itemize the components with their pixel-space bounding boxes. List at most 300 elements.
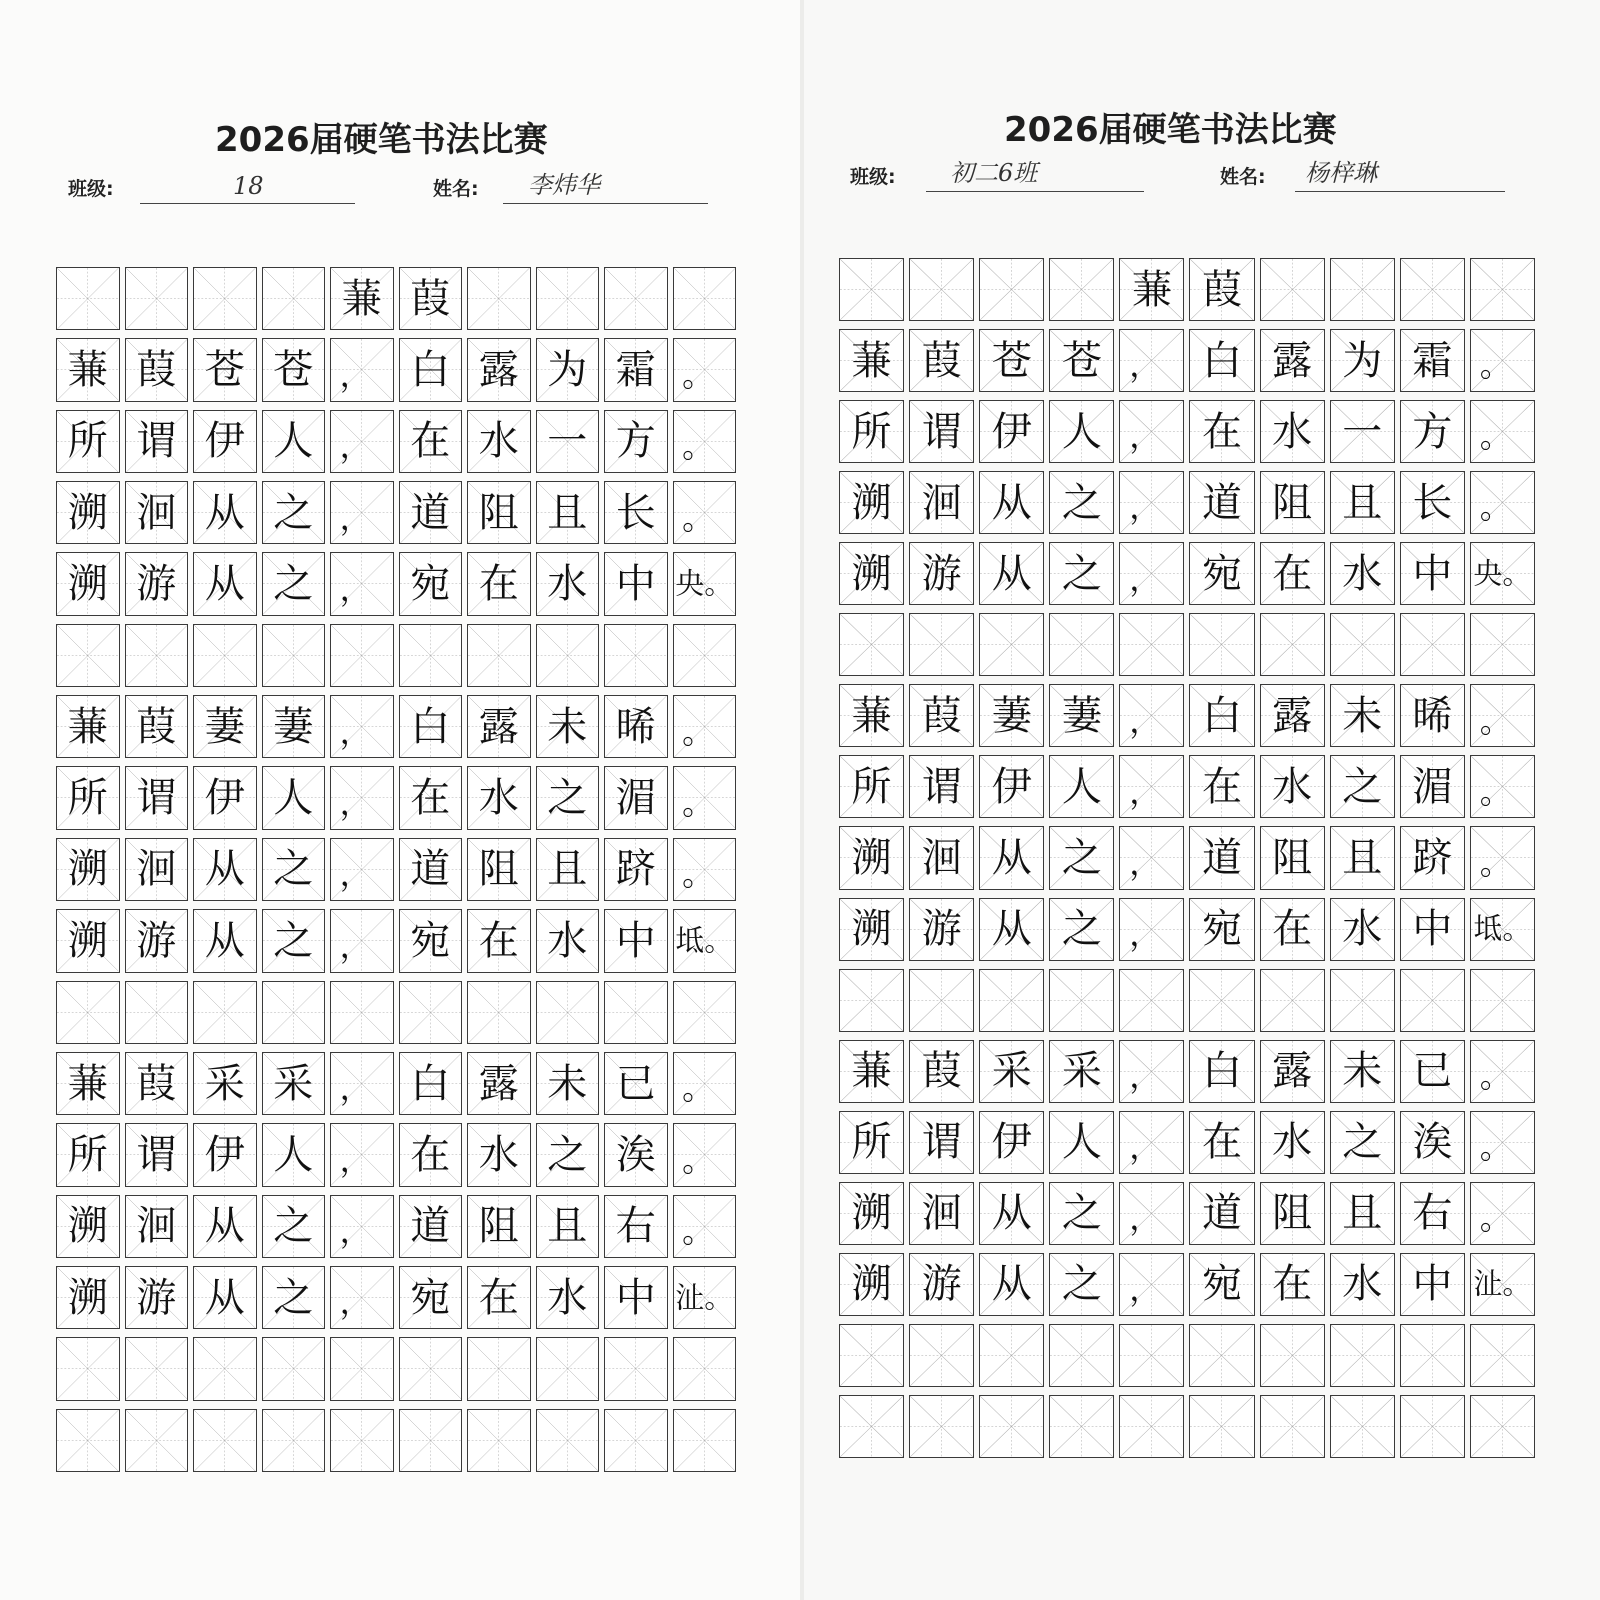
grid-character: 苍 [204,347,245,394]
grid-character: 之 [1061,479,1102,526]
grid-cell [673,1266,737,1329]
grid-character: 蒹 [851,692,892,739]
grid-character: 湄 [615,775,656,822]
grid-character: 霜 [615,347,656,394]
grid-cell [1119,400,1184,463]
grid-cell [1330,258,1395,321]
grid-cell [1330,755,1395,818]
grid-cell [979,1253,1044,1316]
grid-guide-lines [674,1338,736,1399]
grid-guide-lines [1401,259,1464,320]
grid-cell [399,624,463,687]
grid-cell [1119,258,1184,321]
grid-guide-lines [1120,1396,1183,1457]
grid-cell [1049,329,1114,392]
grid-cell [56,552,120,615]
grid-guide-lines [1401,970,1464,1031]
grid-cell [1260,755,1325,818]
grid-guide-lines [1050,1325,1113,1386]
grid-guide-lines [1331,1325,1394,1386]
grid-cell [839,542,904,605]
grid-guide-lines [1471,259,1534,320]
grid-character: 所 [67,1131,108,1178]
grid-character: 露 [478,703,519,750]
grid-cell [909,1040,974,1103]
grid-guide-lines [840,1325,903,1386]
grid-character: 之 [273,917,314,964]
grid-guide-lines [400,625,462,686]
grid-cell [604,410,668,473]
grid-guide-lines [910,1325,973,1386]
grid-cell [979,1040,1044,1103]
grid-guide-lines [1261,259,1324,320]
grid-cell [1330,613,1395,676]
grid-cell [604,695,668,758]
grid-character: 且 [547,489,588,536]
grid-character: 溯 [851,479,892,526]
grid-character: 人 [273,418,314,465]
grid-character: 之 [1342,1119,1383,1166]
grid-cell [1260,898,1325,961]
grid-guide-lines [126,268,188,329]
grid-cell [673,695,737,758]
grid-guide-lines [1120,970,1183,1031]
grid-cell [56,481,120,544]
grid-cell [1119,613,1184,676]
grid-guide-lines [57,268,119,329]
grid-character: 之 [1061,550,1102,597]
grid-cell [1330,542,1395,605]
grid-cell [1049,613,1114,676]
grid-guide-lines [1120,614,1183,675]
grid-cell [467,1052,531,1115]
grid-guide-lines [910,614,973,675]
grid-cell [839,400,904,463]
grid-cell [399,909,463,972]
grid-cell [536,1195,600,1258]
grid-punctuation: ， [1129,559,1162,598]
grid-cell [536,1337,600,1400]
grid-cell [399,481,463,544]
grid-character: 宛 [1202,1261,1243,1308]
grid-cell [330,766,394,829]
grid-guide-lines [1190,1325,1253,1386]
grid-cell [399,981,463,1044]
grid-character: 蒹 [851,337,892,384]
grid-punctuation: 。 [1479,1056,1512,1095]
grid-cell [1049,258,1114,321]
grid-punctuation: ， [1129,1270,1162,1309]
grid-guide-lines [910,259,973,320]
grid-guide-lines [537,1410,599,1471]
grid-cell [1470,1111,1535,1174]
grid-cell [1049,1395,1114,1458]
grid-punctuation: ， [1129,488,1162,527]
grid-cell [56,838,120,901]
grid-character: 萋 [991,692,1032,739]
grid-guide-lines [194,1410,256,1471]
grid-cell [330,1409,394,1472]
grid-character: 溯 [67,1203,108,1250]
grid-cell [1330,1111,1395,1174]
grid-punctuation: ， [339,1140,372,1179]
grid-cell [909,969,974,1032]
grid-character: 葭 [1202,266,1243,313]
grid-cell [839,684,904,747]
grid-cell [56,410,120,473]
grid-cell [262,1052,326,1115]
grid-cell [56,267,120,330]
grid-cell [1400,1040,1465,1103]
grid-punctuation: 。 [1479,1127,1512,1166]
grid-cell [909,684,974,747]
grid-cell [399,1409,463,1472]
grid-character: 葭 [136,1060,177,1107]
grid-character: 在 [478,1274,519,1321]
grid-cell [909,1182,974,1245]
grid-cell [1049,1324,1114,1387]
grid-cell [1049,684,1114,747]
grid-cell [1189,471,1254,534]
grid-guide-lines [1401,1396,1464,1457]
grid-character: 游 [921,906,962,953]
grid-cell [909,755,974,818]
grid-punctuation: ， [339,1283,372,1322]
grid-cell [839,1040,904,1103]
grid-cell [193,1409,257,1472]
grid-guide-lines [1331,1396,1394,1457]
name-value: 李炜华 [528,171,600,199]
grid-cell [909,1395,974,1458]
grid-guide-lines [840,259,903,320]
grid-cell [979,613,1044,676]
grid-cell [56,1195,120,1258]
grid-character: 水 [547,917,588,964]
grid-punctuation: ， [339,784,372,822]
grid-cell [467,1195,531,1258]
grid-guide-lines [57,1410,119,1471]
grid-guide-lines [468,625,530,686]
grid-character: 央。 [1473,556,1532,591]
grid-punctuation: ， [1129,843,1162,882]
class-label: 班级: [68,178,114,200]
grid-character: 晞 [615,703,656,750]
grid-character: 白 [410,1060,451,1107]
grid-cell [604,338,668,401]
grid-cell [1470,1395,1535,1458]
grid-character: 溯 [851,1261,892,1308]
grid-cell [1260,1395,1325,1458]
grid-guide-lines [980,259,1043,320]
grid-cell [979,329,1044,392]
grid-cell [604,1052,668,1115]
grid-guide-lines [1050,1396,1113,1457]
grid-cell [330,1337,394,1400]
grid-cell [1330,826,1395,889]
grid-cell [330,1123,394,1186]
grid-character: 在 [1272,550,1313,597]
grid-cell [673,838,737,901]
grid-cell [979,755,1044,818]
grid-character: 水 [478,1131,519,1178]
grid-character: 且 [547,1203,588,1250]
grid-cell [1400,1253,1465,1316]
grid-cell [399,695,463,758]
grid-cell [604,1123,668,1186]
grid-cell [262,1195,326,1258]
grid-guide-lines [605,1338,667,1399]
grid-punctuation: 。 [1479,1199,1512,1238]
grid-guide-lines [605,1410,667,1471]
grid-cell [330,624,394,687]
grid-cell [1049,1182,1114,1245]
class-field [850,158,1150,192]
grid-cell [839,898,904,961]
grid-punctuation: ， [1129,346,1162,385]
grid-cell [604,481,668,544]
grid-cell [839,329,904,392]
grid-cell [1189,542,1254,605]
grid-cell [536,766,600,829]
grid-cell [330,1052,394,1115]
grid-punctuation: ， [1129,417,1162,456]
grid-cell [1119,1395,1184,1458]
grid-cell [1260,258,1325,321]
grid-cell [536,909,600,972]
grid-punctuation: ， [1129,701,1162,740]
grid-character: 中 [615,561,656,608]
grid-cell [536,981,600,1044]
grid-character: 采 [204,1060,245,1107]
grid-character: 一 [1342,408,1383,455]
grid-cell [1330,1395,1395,1458]
grid-guide-lines [400,1338,462,1399]
grid-cell [125,1052,189,1115]
grid-character: 苍 [273,347,314,394]
grid-cell [1400,258,1465,321]
grid-character: 游 [921,550,962,597]
grid-punctuation: ， [1129,1127,1162,1166]
grid-character: 人 [1061,763,1102,810]
grid-cell [125,267,189,330]
grid-guide-lines [1261,614,1324,675]
grid-cell [536,410,600,473]
grid-cell [1189,1395,1254,1458]
grid-cell [604,1266,668,1329]
grid-cell [1470,542,1535,605]
grid-cell [56,1266,120,1329]
grid-punctuation: ， [1129,1056,1162,1095]
grid-guide-lines [194,1338,256,1399]
grid-cell [536,1052,600,1115]
grid-cell [673,624,737,687]
grid-character: 水 [547,561,588,608]
grid-cell [125,552,189,615]
grid-cell [330,695,394,758]
grid-cell [673,552,737,615]
name-underline [503,203,708,205]
grid-character: 所 [851,763,892,810]
grid-cell [979,1324,1044,1387]
grid-character: 水 [547,1274,588,1321]
grid-cell [262,481,326,544]
grid-character: 采 [991,1048,1032,1095]
grid-cell [330,410,394,473]
grid-cell [262,338,326,401]
grid-cell [979,898,1044,961]
grid-cell [330,1266,394,1329]
grid-cell [125,624,189,687]
grid-character: 道 [1202,1190,1243,1237]
grid-cell [125,1337,189,1400]
grid-guide-lines [263,982,325,1043]
grid-punctuation: 。 [1479,772,1512,811]
grid-cell [909,471,974,534]
grid-character: 所 [67,775,108,822]
grid-character: 道 [1202,479,1243,526]
grid-cell [399,1266,463,1329]
grid-character: 晞 [1412,692,1453,739]
grid-character: 跻 [615,846,656,893]
grid-cell [673,909,737,972]
grid-character: 谓 [921,1119,962,1166]
grid-character: 已 [1412,1048,1453,1095]
grid-cell [1400,826,1465,889]
grid-cell [1260,1111,1325,1174]
grid-character: 溯 [67,917,108,964]
grid-guide-lines [840,614,903,675]
grid-character: 方 [1412,408,1453,455]
grid-character: 从 [204,846,245,893]
grid-character: 从 [991,479,1032,526]
grid-character: 且 [1342,479,1383,526]
grid-punctuation: ， [339,926,372,965]
grid-character: 游 [136,1274,177,1321]
grid-cell [262,695,326,758]
grid-cell [1470,258,1535,321]
grid-cell [1049,1040,1114,1103]
grid-guide-lines [1471,1325,1534,1386]
grid-cell [125,481,189,544]
grid-cell [673,1409,737,1472]
grid-character: 沚。 [1473,1266,1532,1301]
grid-cell [1049,1111,1114,1174]
grid-character: 露 [1272,1048,1313,1095]
grid-cell [125,981,189,1044]
grid-cell [1330,1182,1395,1245]
grid-character: 从 [204,917,245,964]
grid-punctuation: 。 [682,498,715,537]
grid-cell [399,1052,463,1115]
grid-guide-lines [1401,614,1464,675]
grid-cell [399,838,463,901]
grid-cell [979,684,1044,747]
grid-character: 道 [1202,834,1243,881]
grid-character: 霜 [1412,337,1453,384]
grid-cell [536,1266,600,1329]
grid-cell [125,338,189,401]
grid-cell [262,552,326,615]
grid-character: 之 [547,775,588,822]
grid-character: 阻 [478,489,519,536]
grid-character: 在 [410,775,451,822]
grid-cell [1260,471,1325,534]
grid-character: 露 [1272,692,1313,739]
grid-character: 蒹 [851,1048,892,1095]
grid-character: 蒹 [1131,266,1172,313]
grid-cell [536,267,600,330]
grid-punctuation: ， [339,1212,372,1251]
grid-guide-lines [194,982,256,1043]
grid-character: 溯 [67,1274,108,1321]
grid-cell [262,981,326,1044]
grid-character: 涘 [615,1131,656,1178]
grid-cell [56,1337,120,1400]
grid-guide-lines [1190,970,1253,1031]
grid-character: 葭 [410,275,451,322]
grid-character: 且 [1342,1190,1383,1237]
grid-cell [1470,755,1535,818]
grid-guide-lines [1050,970,1113,1031]
grid-cell [1400,684,1465,747]
grid-cell [1119,826,1184,889]
grid-cell [467,981,531,1044]
grid-character: 溯 [67,489,108,536]
grid-cell [1119,329,1184,392]
grid-cell [1260,1040,1325,1103]
grid-cell [1049,969,1114,1032]
grid-cell [262,267,326,330]
grid-character: 在 [1202,408,1243,455]
grid-guide-lines [57,625,119,686]
grid-cell [1049,471,1114,534]
grid-character: 游 [136,917,177,964]
grid-cell [909,329,974,392]
grid-cell [1189,613,1254,676]
grid-guide-lines [980,1325,1043,1386]
grid-character: 之 [273,1274,314,1321]
grid-character: 宛 [1202,550,1243,597]
grid-character: 方 [615,418,656,465]
grid-cell [262,909,326,972]
grid-cell [56,695,120,758]
grid-cell [262,838,326,901]
grid-character: 人 [1061,408,1102,455]
grid-character: 已 [615,1060,656,1107]
grid-guide-lines [537,982,599,1043]
grid-cell [839,1324,904,1387]
grid-character: 游 [136,561,177,608]
grid-character: 苍 [991,337,1032,384]
grid-character: 阻 [478,846,519,893]
grid-cell [1260,400,1325,463]
name-field [433,170,708,204]
grid-character: 白 [410,347,451,394]
grid-character: 蒹 [67,1060,108,1107]
grid-character: 中 [1412,906,1453,953]
grid-character: 宛 [410,561,451,608]
grid-guide-lines [1401,1325,1464,1386]
grid-character: 水 [1342,550,1383,597]
grid-cell [1189,329,1254,392]
grid-cell [399,267,463,330]
grid-cell [1470,471,1535,534]
grid-cell [1049,400,1114,463]
grid-cell [1470,329,1535,392]
grid-character: 道 [410,489,451,536]
grid-cell [839,1395,904,1458]
grid-character: 溯 [67,846,108,893]
